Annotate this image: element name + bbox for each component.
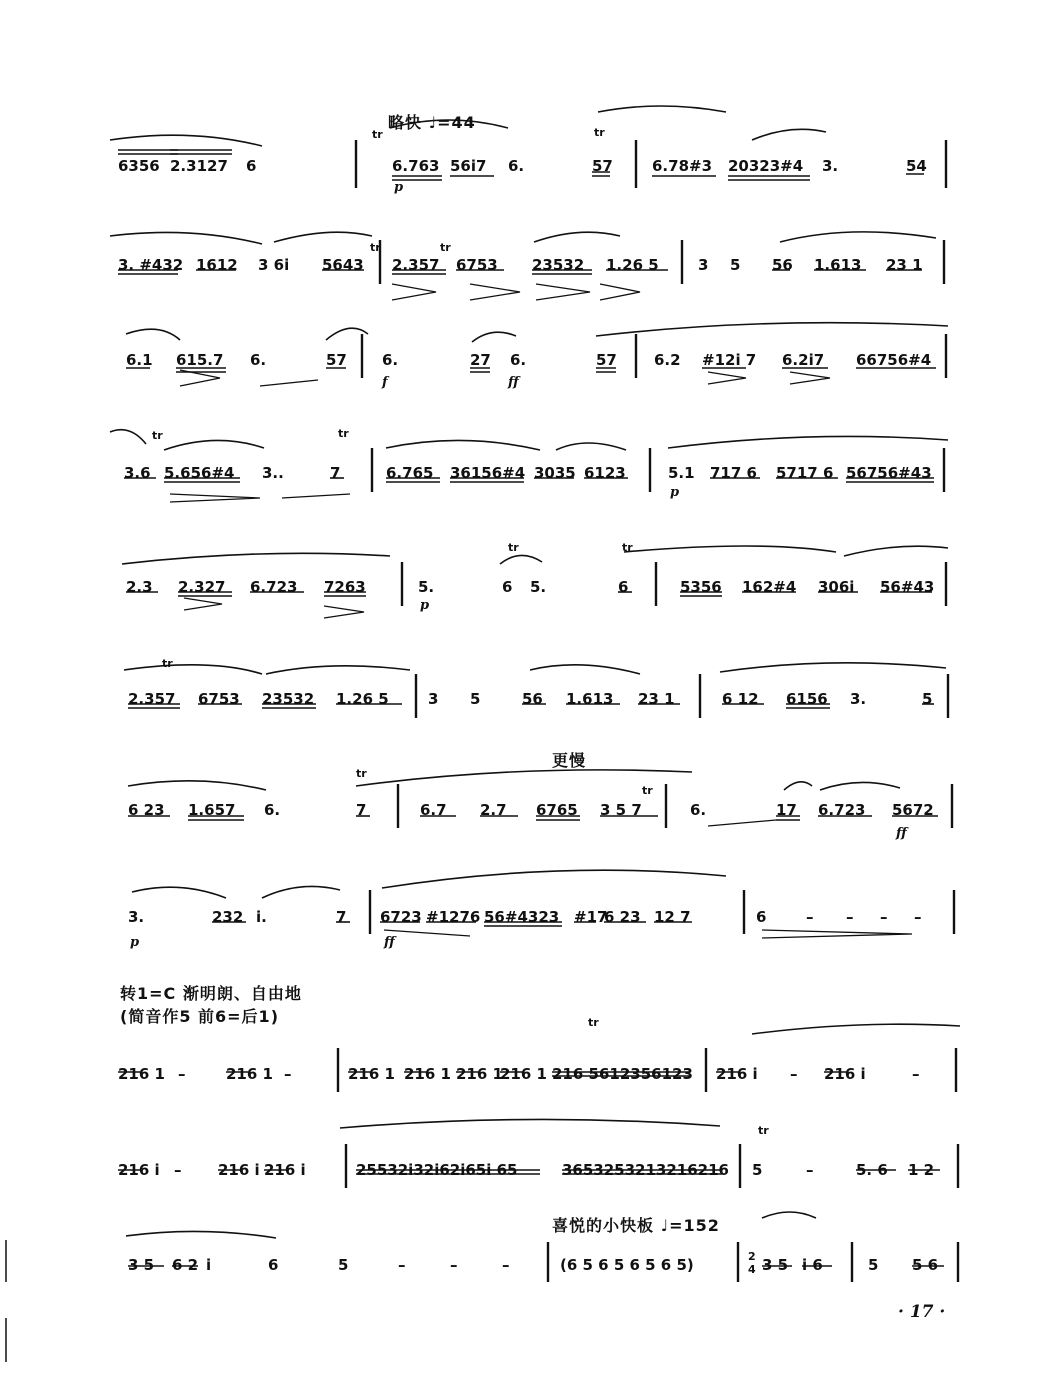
notation-segment: 6.723: [250, 578, 298, 596]
slur: [762, 1212, 816, 1218]
hairpin: [600, 284, 640, 300]
dynamic-mark: p: [394, 180, 404, 195]
notation-segment: 216 i: [218, 1161, 260, 1179]
hairpin: [282, 494, 350, 498]
notation-segment: 717 6: [710, 464, 757, 482]
slur: [390, 120, 508, 128]
notation-segment: –: [450, 1256, 458, 1274]
notation-segment: 7: [330, 464, 341, 482]
slur: [556, 443, 626, 450]
slur: [126, 329, 180, 340]
notation-segment: –: [806, 1161, 814, 1179]
notation-segment: 23532: [532, 256, 585, 274]
dynamic-mark: f: [382, 375, 388, 390]
trill-mark: tr: [508, 541, 519, 554]
notation-segment: 5672: [892, 801, 934, 819]
notation-segment: –: [846, 908, 854, 926]
notation-segment: 5: [922, 690, 933, 708]
notation-segment: 3 5: [128, 1256, 155, 1274]
time-signature-top: 2: [748, 1250, 756, 1263]
slur: [752, 129, 826, 140]
slur: [274, 232, 372, 242]
notation-segment: –: [880, 908, 888, 926]
slur: [122, 553, 390, 564]
trill-mark: tr: [370, 241, 381, 254]
notation-segment: –: [284, 1065, 292, 1083]
notation-segment: 6.2i7: [782, 351, 825, 369]
hairpin: [384, 930, 470, 936]
trill-mark: tr: [642, 784, 653, 797]
notation-segment: 56: [772, 256, 793, 274]
slur: [534, 232, 620, 242]
notation-segment: 2.357: [392, 256, 440, 274]
slur: [844, 546, 948, 556]
notation-segment: 6 23: [128, 801, 165, 819]
notation-segment: 216 i: [824, 1065, 866, 1083]
notation-segment: 5356: [680, 578, 722, 596]
notation-segment: 5: [470, 690, 481, 708]
notation-segment: 7: [356, 801, 367, 819]
notation-segment: 6.1: [126, 351, 153, 369]
notation-segment: 216 1: [226, 1065, 273, 1083]
notation-segment: 3: [698, 256, 709, 274]
notation-segment: 216 1: [500, 1065, 547, 1083]
notation-segment: 3..: [262, 464, 284, 482]
notation-segment: 3.: [128, 908, 145, 926]
annotation-allegretto: 喜悦的小快板 ♩=152: [552, 1216, 720, 1235]
slur: [262, 886, 340, 898]
notation-segment: 17: [776, 801, 797, 819]
notation-segment: 216 1: [456, 1065, 503, 1083]
notation-segment: 2.7: [480, 801, 507, 819]
slur: [386, 440, 540, 450]
trill-mark: tr: [372, 128, 383, 141]
slur: [784, 782, 812, 790]
notation-segment: 6: [618, 578, 629, 596]
slur: [596, 323, 948, 336]
notation-segment: 6765: [536, 801, 578, 819]
hairpin: [324, 606, 364, 618]
notation-segment: 3 6i: [258, 256, 290, 274]
notation-segment: –: [178, 1065, 186, 1083]
notation-segment: –: [914, 908, 922, 926]
dynamic-mark: p: [420, 598, 430, 613]
annotation-key-change: 转1=C 渐明朗、自由地: [120, 984, 302, 1003]
notation-segment: –: [398, 1256, 406, 1274]
notation-segment: 615.7: [176, 351, 224, 369]
notation-segment: 216 5612356123: [552, 1065, 693, 1083]
notation-segment: –: [502, 1256, 510, 1274]
notation-segment: 5. 6: [856, 1161, 888, 1179]
notation-segment: 56i7: [450, 157, 487, 175]
notation-segment: 6.: [382, 351, 399, 369]
notation-segment: #17: [574, 908, 608, 926]
notation-segment: 2.3127: [170, 157, 228, 175]
slur: [668, 436, 948, 448]
slur: [126, 1231, 276, 1238]
slur: [530, 665, 640, 674]
notation-segment: 1.26 5: [336, 690, 389, 708]
notation-segment: 5.1: [668, 464, 695, 482]
notation-segment: 5: [868, 1256, 879, 1274]
notation-segment: 6156: [786, 690, 828, 708]
hairpin: [470, 284, 520, 300]
dynamic-mark: p: [670, 485, 680, 500]
notation-segment: 306i: [818, 578, 855, 596]
trill-mark: tr: [594, 126, 605, 139]
notation-segment: 216 1: [404, 1065, 451, 1083]
notation-segment: –: [790, 1065, 798, 1083]
tempo-marking: 略快 ♩=44: [388, 113, 476, 132]
notation-segment: 5: [730, 256, 741, 274]
notation-segment: –: [806, 908, 814, 926]
trill-mark: tr: [152, 429, 163, 442]
trill-mark: tr: [588, 1016, 599, 1029]
notation-segment: 6123: [584, 464, 626, 482]
notation-segment: 7263: [324, 578, 366, 596]
slur: [382, 870, 726, 888]
hairpin: [170, 494, 260, 502]
notation-segment: 6356: [118, 157, 160, 175]
hairpin: [536, 284, 590, 300]
notation-segment: 216 i: [716, 1065, 758, 1083]
notation-segment: #12i 7: [702, 351, 757, 369]
notation-segment: 6.: [250, 351, 267, 369]
notation-segment: #1276: [426, 908, 481, 926]
notation-segment: 5643: [322, 256, 364, 274]
notation-segment: 6.765: [386, 464, 434, 482]
hairpin: [708, 372, 746, 384]
notation-segment: 6.763: [392, 157, 440, 175]
notation-segment: 6.: [690, 801, 707, 819]
slur: [820, 782, 900, 790]
notation-segment: 6: [502, 578, 513, 596]
notation-segment: –: [174, 1161, 182, 1179]
notation-segment: 5: [752, 1161, 763, 1179]
notation-segment: 57: [326, 351, 347, 369]
notation-segment: 7: [336, 908, 347, 926]
annotation-fingering: (简音作5 前6=后1): [120, 1007, 280, 1026]
annotation-slower: 更慢: [552, 751, 587, 770]
notation-segment: 56#4323: [484, 908, 560, 926]
notation-segment: 6 23: [604, 908, 641, 926]
slur: [624, 546, 836, 552]
trill-mark: tr: [622, 541, 633, 554]
trill-mark: tr: [440, 241, 451, 254]
notation-segment: 6.78#3: [652, 157, 713, 175]
notation-segment: 6 12: [722, 690, 759, 708]
notation-segment: 6.: [264, 801, 281, 819]
notation-segment: 3.6: [124, 464, 151, 482]
notation-segment: i: [206, 1256, 212, 1274]
hairpin: [708, 820, 776, 826]
notation-segment: 1.26 5: [606, 256, 659, 274]
notation-segment: 1612: [196, 256, 238, 274]
notation-segment: 1.613: [566, 690, 614, 708]
slur: [128, 781, 266, 790]
notation-segment: 2.327: [178, 578, 226, 596]
notation-segment: –: [912, 1065, 920, 1083]
dynamic-mark: ff: [384, 935, 395, 950]
notation-segment: 3. #432: [118, 256, 184, 274]
notation-segment: 57: [592, 157, 613, 175]
notation-segment: 6753: [456, 256, 498, 274]
slur: [780, 232, 936, 242]
notation-segment: 3035: [534, 464, 576, 482]
notation-segment: 20323#4: [728, 157, 804, 175]
notation-segment: 2.357: [128, 690, 176, 708]
slur: [164, 440, 264, 450]
notation-segment: 66756#4: [856, 351, 932, 369]
notation-segment: 6.2: [654, 351, 681, 369]
notation-segment: 6: [268, 1256, 279, 1274]
notation-segment: 56: [522, 690, 543, 708]
notation-segment: 3: [428, 690, 439, 708]
trill-mark: tr: [162, 657, 173, 670]
slur: [110, 135, 262, 146]
notation-segment: 56#43: [880, 578, 935, 596]
notation-segment: 25532i32i62i65i 65: [356, 1161, 518, 1179]
notation-segment: 5.: [418, 578, 435, 596]
notation-segment: 5.: [530, 578, 547, 596]
slur: [356, 770, 692, 786]
notation-segment: 162#4: [742, 578, 797, 596]
slur: [752, 1024, 960, 1034]
notation-segment: 6 2: [172, 1256, 199, 1274]
slur: [720, 663, 946, 672]
notation-segment: 6753: [198, 690, 240, 708]
slur: [132, 887, 226, 898]
notation-segment: (6 5 6 5 6 5 6 5): [560, 1256, 694, 1274]
notation-segment: 23 1: [886, 256, 923, 274]
notation-segment: 6.7: [420, 801, 447, 819]
hairpin: [260, 380, 318, 386]
notation-segment: 12 7: [654, 908, 691, 926]
trill-mark: tr: [356, 767, 367, 780]
notation-segment: 1.657: [188, 801, 236, 819]
notation-segment: 6.: [508, 157, 525, 175]
dynamic-mark: ff: [896, 826, 907, 841]
time-signature-bottom: 4: [748, 1263, 756, 1276]
notation-segment: 6.723: [818, 801, 866, 819]
notation-segment: 3 5 7: [600, 801, 642, 819]
notation-segment: 23 1: [638, 690, 675, 708]
notation-segment: 216 1: [118, 1065, 165, 1083]
notation-segment: 1 2: [908, 1161, 935, 1179]
slur: [472, 332, 516, 342]
notation-segment: 3 5: [762, 1256, 789, 1274]
notation-segment: i.: [256, 908, 267, 926]
slur: [598, 106, 726, 112]
notation-segment: 1.613: [814, 256, 862, 274]
trill-mark: tr: [338, 427, 349, 440]
slur: [500, 555, 542, 564]
notation-segment: 6: [756, 908, 767, 926]
slur: [110, 430, 146, 444]
notation-segment: 23532: [262, 690, 315, 708]
page-number: · 17 ·: [898, 1302, 946, 1322]
notation-segment: 3.: [822, 157, 839, 175]
notation-segment: 57: [596, 351, 617, 369]
hairpin: [184, 598, 222, 610]
notation-segment: 5717 6: [776, 464, 834, 482]
dynamic-mark: ff: [508, 375, 519, 390]
notation-segment: 232: [212, 908, 244, 926]
slur: [340, 1119, 720, 1128]
dynamic-mark: p: [130, 935, 140, 950]
notation-segment: 56756#43: [846, 464, 932, 482]
notation-segment: 36156#4: [450, 464, 526, 482]
notation-segment: 5: [338, 1256, 349, 1274]
slur: [266, 666, 410, 674]
hairpin: [762, 930, 912, 938]
notation-segment: 6.: [510, 351, 527, 369]
hairpin: [790, 372, 830, 384]
notation-segment: 5.656#4: [164, 464, 235, 482]
notation-segment: 216 1: [348, 1065, 395, 1083]
slur: [124, 665, 262, 674]
notation-segment: 54: [906, 157, 927, 175]
notation-segment: 6723: [380, 908, 422, 926]
notation-segment: 216 i: [264, 1161, 306, 1179]
notation-segment: 216 i: [118, 1161, 160, 1179]
notation-segment: 6: [246, 157, 257, 175]
notation-segment: 2.3: [126, 578, 153, 596]
notation-segment: i 6: [802, 1256, 823, 1274]
notation-segment: 27: [470, 351, 491, 369]
notation-segment: 3.: [850, 690, 867, 708]
slur: [110, 232, 262, 244]
trill-mark: tr: [758, 1124, 769, 1137]
notation-segment: 5 6: [912, 1256, 939, 1274]
hairpin: [392, 284, 436, 300]
notation-segment: 3653253213216216: [562, 1161, 729, 1179]
